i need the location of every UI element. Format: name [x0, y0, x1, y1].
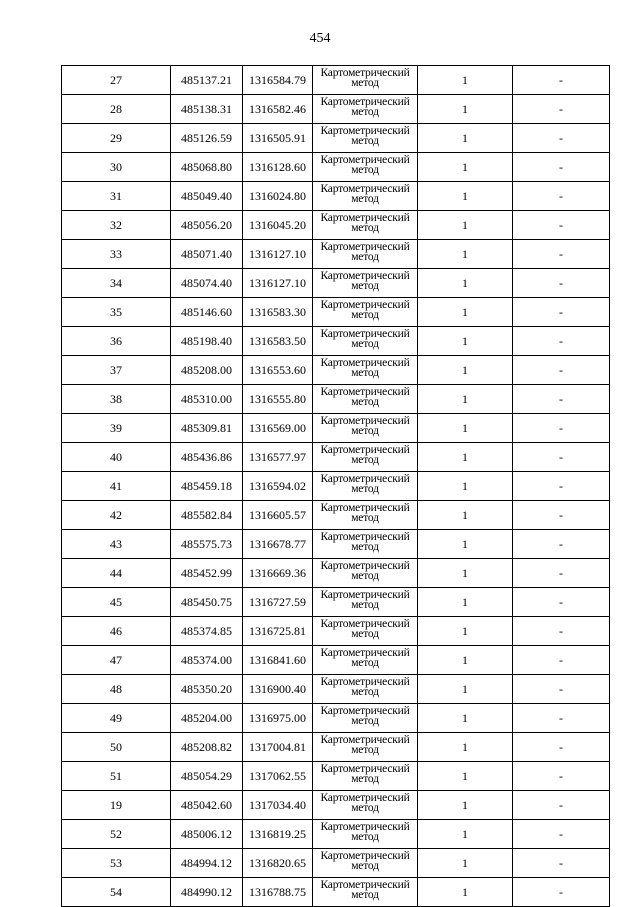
y-coordinate-cell: 1316024.80: [243, 182, 313, 211]
method-cell: Картометрический метод: [313, 820, 418, 849]
x-coordinate-cell: 484994.12: [171, 849, 243, 878]
table-row: [62, 733, 610, 762]
accuracy-cell: 1: [418, 704, 513, 733]
point-number-cell: 50: [62, 733, 171, 762]
y-coordinate-cell: 1316583.30: [243, 298, 313, 327]
description-cell: -: [513, 95, 610, 124]
description-cell: -: [513, 182, 610, 211]
y-coordinate-cell: 1316594.02: [243, 472, 313, 501]
method-cell: Картометрический метод: [313, 327, 418, 356]
x-coordinate-cell: 485071.40: [171, 240, 243, 269]
y-coordinate-cell: 1316577.97: [243, 443, 313, 472]
point-number-cell: 27: [62, 66, 171, 95]
table-row: [62, 211, 610, 240]
method-cell: Картометрический метод: [313, 414, 418, 443]
point-number-cell: 53: [62, 849, 171, 878]
point-number-cell: 48: [62, 675, 171, 704]
accuracy-cell: 1: [418, 646, 513, 675]
method-cell: Картометрический метод: [313, 791, 418, 820]
method-cell: Картометрический метод: [313, 849, 418, 878]
description-cell: -: [513, 153, 610, 182]
y-coordinate-cell: 1316841.60: [243, 646, 313, 675]
accuracy-cell: 1: [418, 327, 513, 356]
accuracy-cell: 1: [418, 820, 513, 849]
accuracy-cell: 1: [418, 443, 513, 472]
description-cell: -: [513, 124, 610, 153]
x-coordinate-cell: 485146.60: [171, 298, 243, 327]
table-row: [62, 385, 610, 414]
accuracy-cell: 1: [418, 878, 513, 907]
x-coordinate-cell: 485450.75: [171, 588, 243, 617]
table-row: [62, 704, 610, 733]
x-coordinate-cell: 485208.00: [171, 356, 243, 385]
point-number-cell: 33: [62, 240, 171, 269]
accuracy-cell: 1: [418, 675, 513, 704]
accuracy-cell: 1: [418, 124, 513, 153]
point-number-cell: 45: [62, 588, 171, 617]
description-cell: -: [513, 472, 610, 501]
accuracy-cell: 1: [418, 791, 513, 820]
x-coordinate-cell: 485575.73: [171, 530, 243, 559]
method-cell: Картометрический метод: [313, 95, 418, 124]
y-coordinate-cell: 1316727.59: [243, 588, 313, 617]
method-cell: Картометрический метод: [313, 66, 418, 95]
point-number-cell: 35: [62, 298, 171, 327]
x-coordinate-cell: 485582.84: [171, 501, 243, 530]
description-cell: -: [513, 269, 610, 298]
x-coordinate-cell: 485042.60: [171, 791, 243, 820]
x-coordinate-cell: 485074.40: [171, 269, 243, 298]
point-number-cell: 34: [62, 269, 171, 298]
point-number-cell: 43: [62, 530, 171, 559]
point-number-cell: 42: [62, 501, 171, 530]
description-cell: -: [513, 211, 610, 240]
x-coordinate-cell: 485054.29: [171, 762, 243, 791]
description-cell: -: [513, 385, 610, 414]
description-cell: -: [513, 704, 610, 733]
point-number-cell: 41: [62, 472, 171, 501]
y-coordinate-cell: 1316505.91: [243, 124, 313, 153]
method-cell: Картометрический метод: [313, 298, 418, 327]
method-cell: Картометрический метод: [313, 675, 418, 704]
y-coordinate-cell: 1316678.77: [243, 530, 313, 559]
table-row: [62, 66, 610, 95]
accuracy-cell: 1: [418, 385, 513, 414]
method-cell: Картометрический метод: [313, 124, 418, 153]
x-coordinate-cell: 485374.85: [171, 617, 243, 646]
description-cell: -: [513, 356, 610, 385]
y-coordinate-cell: 1316788.75: [243, 878, 313, 907]
method-cell: Картометрический метод: [313, 588, 418, 617]
table-row: [62, 588, 610, 617]
table-row: [62, 675, 610, 704]
accuracy-cell: 1: [418, 211, 513, 240]
method-cell: Картометрический метод: [313, 501, 418, 530]
description-cell: -: [513, 327, 610, 356]
accuracy-cell: 1: [418, 298, 513, 327]
x-coordinate-cell: 485350.20: [171, 675, 243, 704]
accuracy-cell: 1: [418, 588, 513, 617]
description-cell: -: [513, 559, 610, 588]
x-coordinate-cell: 485452.99: [171, 559, 243, 588]
point-number-cell: 38: [62, 385, 171, 414]
y-coordinate-cell: 1317062.55: [243, 762, 313, 791]
table-row: [62, 791, 610, 820]
accuracy-cell: 1: [418, 153, 513, 182]
description-cell: -: [513, 588, 610, 617]
accuracy-cell: 1: [418, 182, 513, 211]
x-coordinate-cell: 485309.81: [171, 414, 243, 443]
accuracy-cell: 1: [418, 762, 513, 791]
method-cell: Картометрический метод: [313, 443, 418, 472]
y-coordinate-cell: 1316669.36: [243, 559, 313, 588]
method-cell: Картометрический метод: [313, 617, 418, 646]
point-number-cell: 19: [62, 791, 171, 820]
y-coordinate-cell: 1316820.65: [243, 849, 313, 878]
table-row: [62, 356, 610, 385]
x-coordinate-cell: 485374.00: [171, 646, 243, 675]
y-coordinate-cell: 1316127.10: [243, 240, 313, 269]
method-cell: Картометрический метод: [313, 559, 418, 588]
point-number-cell: 49: [62, 704, 171, 733]
table-row: [62, 472, 610, 501]
table-row: [62, 443, 610, 472]
point-number-cell: 39: [62, 414, 171, 443]
accuracy-cell: 1: [418, 617, 513, 646]
description-cell: -: [513, 443, 610, 472]
coordinates-table: [61, 65, 610, 907]
x-coordinate-cell: 485436.86: [171, 443, 243, 472]
table-row: [62, 762, 610, 791]
y-coordinate-cell: 1316605.57: [243, 501, 313, 530]
table-row: [62, 95, 610, 124]
table-row: [62, 646, 610, 675]
table-row: [62, 124, 610, 153]
table-row: [62, 182, 610, 211]
y-coordinate-cell: 1316584.79: [243, 66, 313, 95]
description-cell: -: [513, 240, 610, 269]
table-row: [62, 327, 610, 356]
accuracy-cell: 1: [418, 240, 513, 269]
method-cell: Картометрический метод: [313, 472, 418, 501]
y-coordinate-cell: 1316975.00: [243, 704, 313, 733]
accuracy-cell: 1: [418, 733, 513, 762]
method-cell: Картометрический метод: [313, 762, 418, 791]
method-cell: Картометрический метод: [313, 182, 418, 211]
method-cell: Картометрический метод: [313, 211, 418, 240]
x-coordinate-cell: 485459.18: [171, 472, 243, 501]
x-coordinate-cell: 485198.40: [171, 327, 243, 356]
description-cell: -: [513, 414, 610, 443]
description-cell: -: [513, 66, 610, 95]
point-number-cell: 36: [62, 327, 171, 356]
point-number-cell: 52: [62, 820, 171, 849]
description-cell: -: [513, 820, 610, 849]
point-number-cell: 29: [62, 124, 171, 153]
method-cell: Картометрический метод: [313, 704, 418, 733]
point-number-cell: 47: [62, 646, 171, 675]
x-coordinate-cell: 485049.40: [171, 182, 243, 211]
description-cell: -: [513, 675, 610, 704]
method-cell: Картометрический метод: [313, 240, 418, 269]
method-cell: Картометрический метод: [313, 269, 418, 298]
accuracy-cell: 1: [418, 66, 513, 95]
accuracy-cell: 1: [418, 356, 513, 385]
coordinates-table-body: [62, 66, 610, 907]
table-row: [62, 153, 610, 182]
x-coordinate-cell: 485138.31: [171, 95, 243, 124]
x-coordinate-cell: 484990.12: [171, 878, 243, 907]
table-row: [62, 849, 610, 878]
table-row: [62, 617, 610, 646]
accuracy-cell: 1: [418, 849, 513, 878]
point-number-cell: 31: [62, 182, 171, 211]
y-coordinate-cell: 1316569.00: [243, 414, 313, 443]
method-cell: Картометрический метод: [313, 530, 418, 559]
description-cell: -: [513, 501, 610, 530]
y-coordinate-cell: 1316555.80: [243, 385, 313, 414]
description-cell: -: [513, 298, 610, 327]
x-coordinate-cell: 485204.00: [171, 704, 243, 733]
method-cell: Картометрический метод: [313, 646, 418, 675]
y-coordinate-cell: 1317034.40: [243, 791, 313, 820]
method-cell: Картометрический метод: [313, 878, 418, 907]
point-number-cell: 51: [62, 762, 171, 791]
accuracy-cell: 1: [418, 414, 513, 443]
description-cell: -: [513, 646, 610, 675]
method-cell: Картометрический метод: [313, 153, 418, 182]
table-row: [62, 530, 610, 559]
point-number-cell: 40: [62, 443, 171, 472]
table-row: [62, 878, 610, 907]
point-number-cell: 30: [62, 153, 171, 182]
description-cell: -: [513, 849, 610, 878]
y-coordinate-cell: 1316583.50: [243, 327, 313, 356]
x-coordinate-cell: 485310.00: [171, 385, 243, 414]
description-cell: -: [513, 617, 610, 646]
description-cell: -: [513, 878, 610, 907]
table-row: [62, 240, 610, 269]
x-coordinate-cell: 485137.21: [171, 66, 243, 95]
table-row: [62, 269, 610, 298]
x-coordinate-cell: 485208.82: [171, 733, 243, 762]
table-row: [62, 559, 610, 588]
point-number-cell: 46: [62, 617, 171, 646]
accuracy-cell: 1: [418, 501, 513, 530]
x-coordinate-cell: 485056.20: [171, 211, 243, 240]
point-number-cell: 37: [62, 356, 171, 385]
point-number-cell: 44: [62, 559, 171, 588]
y-coordinate-cell: 1317004.81: [243, 733, 313, 762]
description-cell: -: [513, 733, 610, 762]
table-row: [62, 820, 610, 849]
table-row: [62, 414, 610, 443]
y-coordinate-cell: 1316819.25: [243, 820, 313, 849]
page-number: 454: [309, 31, 331, 46]
point-number-cell: 32: [62, 211, 171, 240]
accuracy-cell: 1: [418, 559, 513, 588]
point-number-cell: 28: [62, 95, 171, 124]
table-row: [62, 501, 610, 530]
accuracy-cell: 1: [418, 530, 513, 559]
table-row: [62, 298, 610, 327]
y-coordinate-cell: 1316045.20: [243, 211, 313, 240]
point-number-cell: 54: [62, 878, 171, 907]
accuracy-cell: 1: [418, 95, 513, 124]
y-coordinate-cell: 1316725.81: [243, 617, 313, 646]
accuracy-cell: 1: [418, 269, 513, 298]
method-cell: Картометрический метод: [313, 733, 418, 762]
y-coordinate-cell: 1316900.40: [243, 675, 313, 704]
x-coordinate-cell: 485006.12: [171, 820, 243, 849]
description-cell: -: [513, 530, 610, 559]
accuracy-cell: 1: [418, 472, 513, 501]
y-coordinate-cell: 1316582.46: [243, 95, 313, 124]
description-cell: -: [513, 791, 610, 820]
method-cell: Картометрический метод: [313, 385, 418, 414]
y-coordinate-cell: 1316128.60: [243, 153, 313, 182]
description-cell: -: [513, 762, 610, 791]
y-coordinate-cell: 1316553.60: [243, 356, 313, 385]
method-cell: Картометрический метод: [313, 356, 418, 385]
x-coordinate-cell: 485126.59: [171, 124, 243, 153]
y-coordinate-cell: 1316127.10: [243, 269, 313, 298]
x-coordinate-cell: 485068.80: [171, 153, 243, 182]
